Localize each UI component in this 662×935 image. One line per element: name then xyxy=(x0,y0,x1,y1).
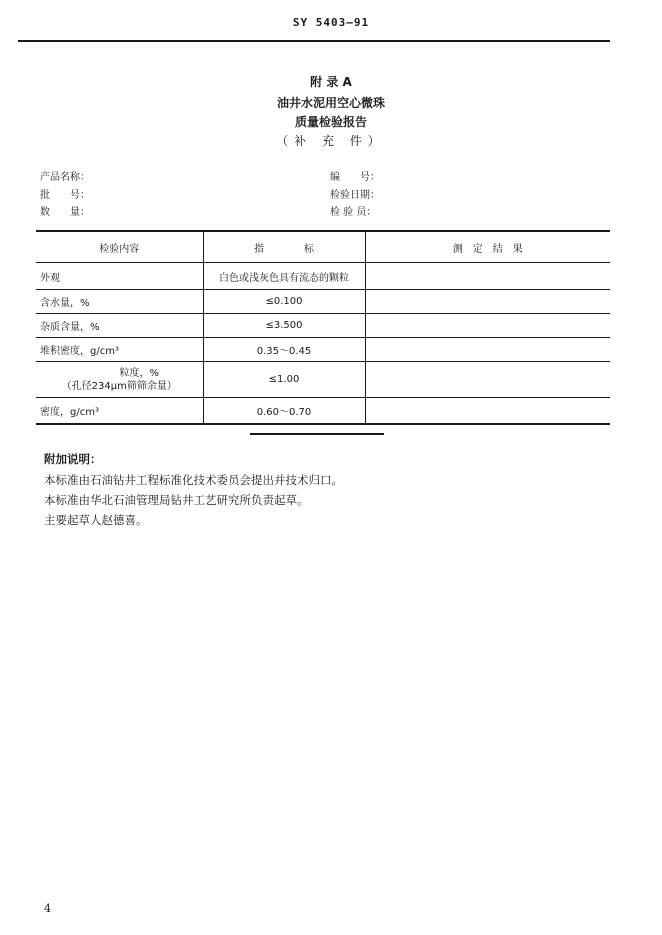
note-line: 主要起草人赵德喜。 xyxy=(44,513,148,527)
inspection-table xyxy=(36,230,610,425)
item-cell: 密度，g/cm³ xyxy=(36,398,203,424)
table-row xyxy=(36,290,610,314)
column-header-item: 检验内容 xyxy=(36,231,203,263)
item-cell-particle-size xyxy=(36,362,203,398)
batch-number-label: 批 号： xyxy=(40,190,90,201)
table-header-row xyxy=(36,231,610,263)
note-line: 本标准由石油钻井工程标准化技术委员会提出并技术归口。 xyxy=(44,473,343,487)
result-cell xyxy=(365,290,610,314)
table-row xyxy=(36,398,610,424)
item-cell: 外观 xyxy=(36,263,203,290)
spec-cell: ≤3.500 xyxy=(203,314,365,338)
quantity-label: 数 量： xyxy=(40,207,90,218)
column-header-spec: 指 标 xyxy=(203,231,365,263)
standard-code: SY 5403—91 xyxy=(292,16,370,29)
product-name-label: 产品名称： xyxy=(40,172,90,183)
result-cell xyxy=(365,263,610,290)
spec-cell: ≤0.100 xyxy=(203,290,365,314)
result-cell xyxy=(365,398,610,424)
table-row xyxy=(36,362,610,398)
result-cell xyxy=(365,338,610,362)
item-cell: 堆积密度，g/cm³ xyxy=(36,338,203,362)
report-title-line1: 油井水泥用空心微珠 xyxy=(276,96,385,110)
supplement-label: （补 充 件） xyxy=(276,134,386,148)
header-rule xyxy=(18,40,610,42)
spec-cell: ≤1.00 xyxy=(203,362,365,398)
item-line2: （孔径234μm筛筛余量） xyxy=(61,380,177,392)
item-cell: 含水量，% xyxy=(36,290,203,314)
report-title-line2: 质量检验报告 xyxy=(294,115,367,129)
table-row xyxy=(36,263,610,290)
result-cell xyxy=(365,362,610,398)
spec-cell: 白色或浅灰色具有流态的颗粒 xyxy=(203,263,365,290)
notes-title: 附加说明： xyxy=(44,452,102,466)
table-row xyxy=(36,338,610,362)
item-line1: 粒度，% xyxy=(119,367,159,379)
spec-cell: 0.60～0.70 xyxy=(203,398,365,424)
note-line: 本标准由华北石油管理局钻井工艺研究所负责起草。 xyxy=(44,493,309,507)
item-cell: 杂质含量，% xyxy=(36,314,203,338)
separator-rule xyxy=(250,433,384,435)
spec-cell: 0.35～0.45 xyxy=(203,338,365,362)
column-header-result: 测 定 结 果 xyxy=(365,231,610,263)
appendix-title: 附 录 A xyxy=(310,75,352,89)
serial-number-label: 编 号： xyxy=(330,172,380,183)
page-number: 4 xyxy=(44,902,51,915)
inspection-date-label: 检验日期： xyxy=(330,190,380,201)
table-row xyxy=(36,314,610,338)
result-cell xyxy=(365,314,610,338)
inspector-label: 检 验 员： xyxy=(330,207,377,218)
